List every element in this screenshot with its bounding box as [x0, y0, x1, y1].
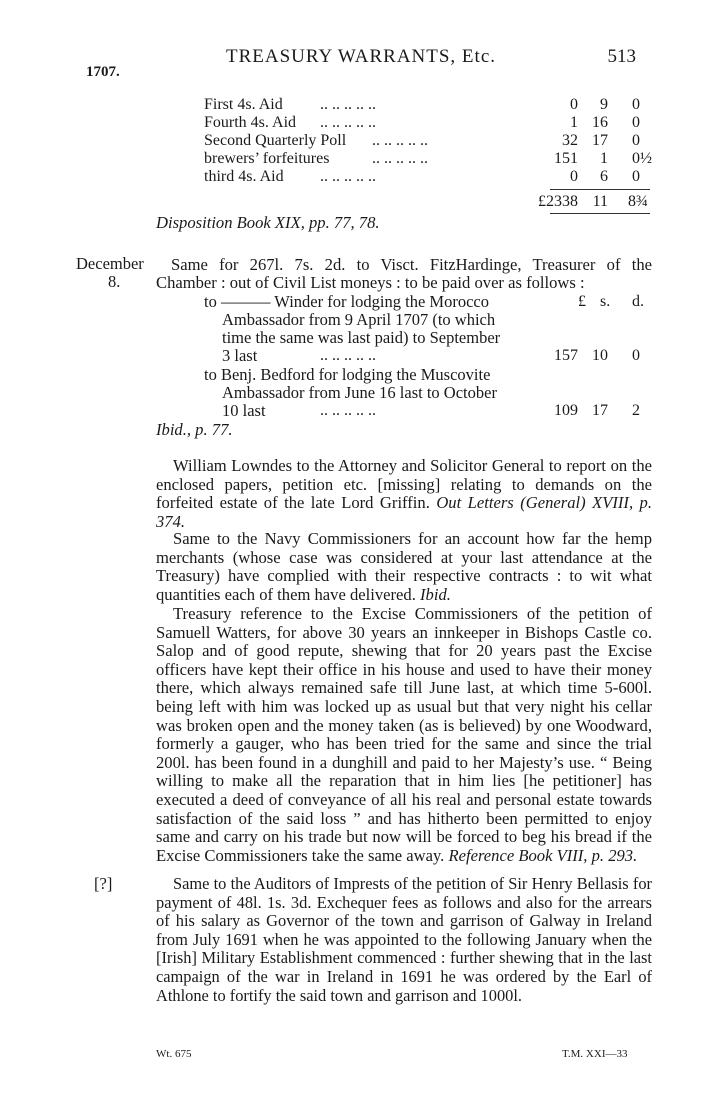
dot-leader: .. .. .. .. .. — [320, 402, 376, 419]
winder-line: 3 last — [222, 346, 258, 365]
winder-shillings: 10 — [592, 347, 608, 364]
col-head-pence: d. — [632, 293, 644, 310]
margin-query: [?] — [94, 874, 113, 893]
entry-line: Same for 267l. 7s. 2d. to Visct. FitzHardinge, Treasurer of the — [171, 255, 652, 274]
aid-pence: 0½ — [632, 150, 652, 167]
aid-pounds: 0 — [570, 168, 578, 185]
margin-date: December — [76, 254, 144, 273]
total-pounds: £2338 — [538, 193, 578, 210]
dot-leader: .. .. .. .. .. — [372, 132, 428, 149]
bedford-line: to Benj. Bedford for lodging the Muscovite — [204, 365, 491, 384]
total-pence: 8¾ — [628, 193, 648, 210]
aid-pence: 0 — [632, 132, 640, 149]
bedford-pounds: 109 — [554, 402, 578, 419]
source-ref: Reference Book VIII, p. 293. — [448, 845, 638, 865]
bedford-shillings: 17 — [592, 402, 608, 419]
footer-print-mark: Wt. 675 — [156, 1048, 192, 1060]
aid-shillings: 6 — [600, 168, 608, 185]
paragraph-text: Same to the Auditors of Imprests of the petition of Sir Henry Bellasis for payment of 48l. 1s. 3d. Exchequer fees as follows and also for the arrears of his salary as Governor of the town and garrison of Galway in Ireland from July 1691 when he was appointed to the following January when the [Irish] Military Establishment commenced : further shewing that in the last campaign of the war in Ireland in 1691 he was ordered by the Earl of Athlone to fortify the said town and garrison and 1000l. — [156, 874, 652, 1005]
disposition-ref: Disposition Book XIX, pp. 77, 78. — [156, 213, 380, 232]
page-number: 513 — [607, 46, 636, 67]
total-rule — [550, 213, 650, 214]
bedford-line: Ambassador from June 16 last to October — [222, 383, 497, 402]
entry-paragraph — [156, 605, 652, 865]
entry-paragraph — [156, 457, 652, 531]
ibid-ref: Ibid., p. 77. — [156, 420, 233, 439]
aid-label: Fourth 4s. Aid — [204, 114, 297, 131]
aid-label: Second Quarterly Poll — [204, 132, 347, 149]
dot-leader: .. .. .. .. .. — [320, 347, 376, 364]
paragraph-text: Same to the Navy Commissioners for an account how far the hemp merchants (whose case was considered at your last attendance at the Treasury) have complied with their respective contracts : to wit what quantities each of them have delivered. — [156, 529, 652, 604]
source-ref: Out Letters (General) XVIII, p. 374. — [156, 493, 653, 531]
winder-pence: 0 — [632, 347, 640, 364]
total-shillings: 11 — [592, 193, 608, 210]
aid-label: First 4s. Aid — [204, 96, 283, 113]
aid-shillings: 16 — [592, 114, 608, 131]
year-marker: 1707. — [86, 64, 120, 80]
aid-pence: 0 — [632, 96, 640, 113]
total-rule — [550, 189, 650, 190]
entry-paragraph — [156, 875, 652, 1005]
aid-pounds: 1 — [570, 114, 578, 131]
aid-label: third 4s. Aid — [204, 168, 284, 185]
dot-leader: .. .. .. .. .. — [320, 114, 376, 131]
aid-pence: 0 — [632, 168, 640, 185]
dot-leader: .. .. .. .. .. — [320, 96, 376, 113]
footer-signature: T.M. XXI—33 — [562, 1048, 628, 1060]
paragraph-text: Treasury reference to the Excise Commissioners of the petition of Samuell Watters, for above 30 years an innkeeper in Bishops Castle co. Salop and of good repute, shewing that for 20 years past the Excise officers have kept their office in his house and used to have their money there, which always remained safe till June last, at which time 5-600l. being left with him was locked up as usual but that very night his cellar was broken open and the money taken (as is believed) by one Woodward, formerly a gauger, who has been tried for the same and since the trial 200l. has been found in a dunghill and paid to her Majesty’s use. “ Being willing to make all the reparation that in him lies [he petitioner] has executed a deed of conveyance of all his real and personal estate towards satisfaction of the said loss ” and has hitherto been permitted to enjoy same and carry on his trade but now will be forced to beg his bread if the Excise Commissioners take the same away. — [156, 604, 652, 865]
running-title: TREASURY WARRANTS, Etc. — [225, 46, 497, 67]
aid-shillings: 17 — [592, 132, 608, 149]
dot-leader: .. .. .. .. .. — [320, 168, 376, 185]
bedford-pence: 2 — [632, 402, 640, 419]
bedford-line: 10 last — [222, 401, 266, 420]
winder-line: to ——— Winder for lodging the Morocco — [204, 292, 489, 311]
winder-line: time the same was last paid) to September — [222, 328, 501, 347]
col-head-pounds: £ — [578, 293, 586, 310]
dot-leader: .. .. .. .. .. — [372, 150, 428, 167]
winder-line: Ambassador from 9 April 1707 (to which — [222, 310, 496, 329]
aid-pounds: 0 — [570, 96, 578, 113]
aid-shillings: 1 — [600, 150, 608, 167]
aid-label: brewers’ forfeitures — [204, 150, 330, 167]
aid-pounds: 151 — [554, 150, 578, 167]
aid-pounds: 32 — [562, 132, 578, 149]
paragraph-text: William Lowndes to the Attorney and Solicitor General to report on the enclosed papers, petition etc. [missing] relating to demands on the forfeited estate of the late Lord Griffin. — [156, 456, 652, 513]
col-head-shillings: s. — [600, 293, 611, 310]
aid-pence: 0 — [632, 114, 640, 131]
margin-day: 8. — [108, 272, 121, 291]
entry-line: Chamber : out of Civil List moneys : to be paid over as follows : — [156, 273, 585, 292]
source-ref: Ibid. — [420, 584, 451, 604]
entry-paragraph — [156, 530, 652, 604]
aid-shillings: 9 — [600, 96, 608, 113]
winder-pounds: 157 — [554, 347, 578, 364]
